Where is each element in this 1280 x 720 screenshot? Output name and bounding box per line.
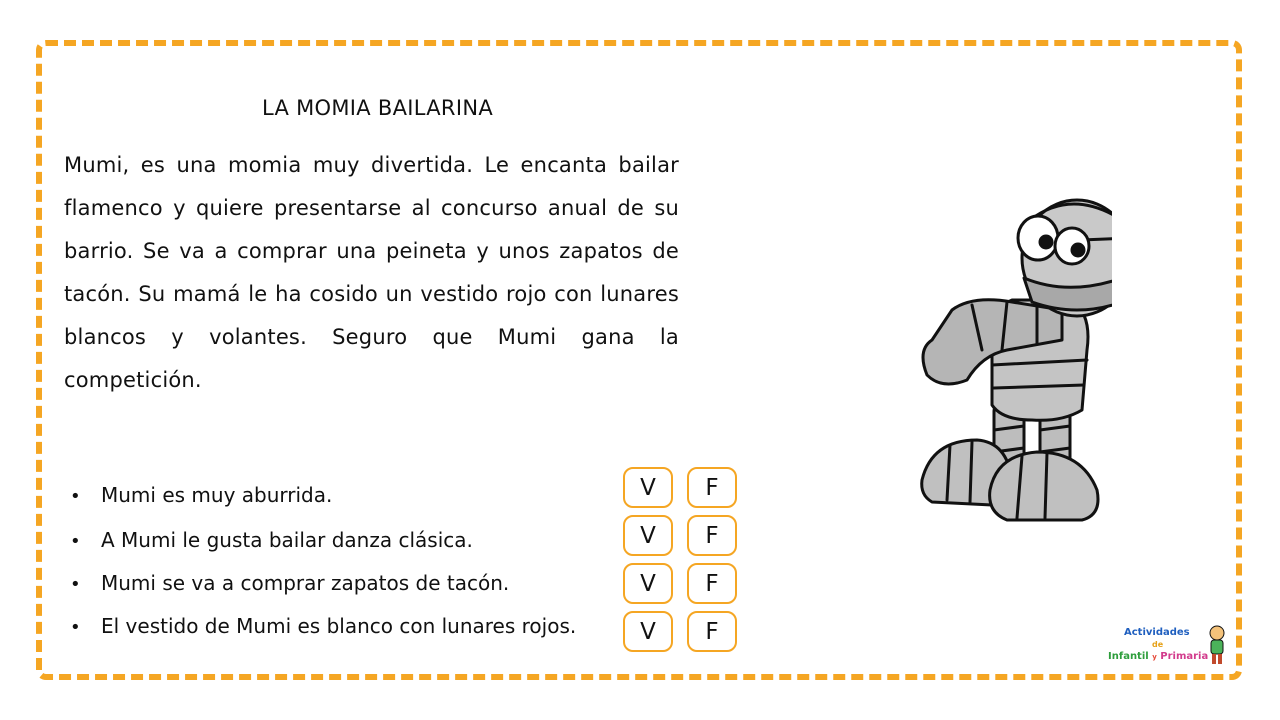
true-box[interactable]: V <box>623 563 673 604</box>
logo-text-infantil: Infantil <box>1108 651 1149 662</box>
logo-text-primaria: Primaria <box>1160 651 1209 662</box>
true-box[interactable]: V <box>623 611 673 652</box>
story-paragraph: Mumi, es una momia muy divertida. Le encanta bailar flamenco y quiere presentarse al concurso anual de su barrio. Se va a comprar una peineta y unos zapatos de tacón. Su mamá le ha cosido un vestido rojo con lunares blancos y volantes. Seguro que Mumi gana la competición. <box>64 153 679 392</box>
bullet: • <box>70 574 81 595</box>
mummy-illustration <box>912 190 1112 530</box>
logo-text-actividades: Actividades <box>1124 627 1190 638</box>
false-box[interactable]: F <box>687 563 737 604</box>
statement-text: El vestido de Mumi es blanco con lunares rojos. <box>101 614 577 638</box>
logo-text-infantil-primaria <box>1108 651 1208 662</box>
logo-text-de: de <box>1152 640 1164 649</box>
statement-item <box>70 483 332 507</box>
false-box[interactable]: F <box>687 611 737 652</box>
statement-text: Mumi es muy aburrida. <box>101 483 333 507</box>
statement-item <box>70 614 576 638</box>
bullet: • <box>70 617 81 638</box>
statement-item <box>70 571 509 595</box>
statement-text: Mumi se va a comprar zapatos de tacón. <box>101 571 510 595</box>
statement-text: A Mumi le gusta bailar danza clásica. <box>101 528 473 552</box>
false-box[interactable]: F <box>687 467 737 508</box>
kid-mascot-icon <box>1204 624 1230 668</box>
worksheet-title: LA MOMIA BAILARINA <box>262 96 493 120</box>
bullet: • <box>70 531 81 552</box>
true-box[interactable]: V <box>623 467 673 508</box>
true-box[interactable]: V <box>623 515 673 556</box>
publisher-logo <box>1104 624 1234 670</box>
statement-item <box>70 528 473 552</box>
false-box[interactable]: F <box>687 515 737 556</box>
bullet: • <box>70 486 81 507</box>
logo-text-y: y <box>1152 653 1157 661</box>
